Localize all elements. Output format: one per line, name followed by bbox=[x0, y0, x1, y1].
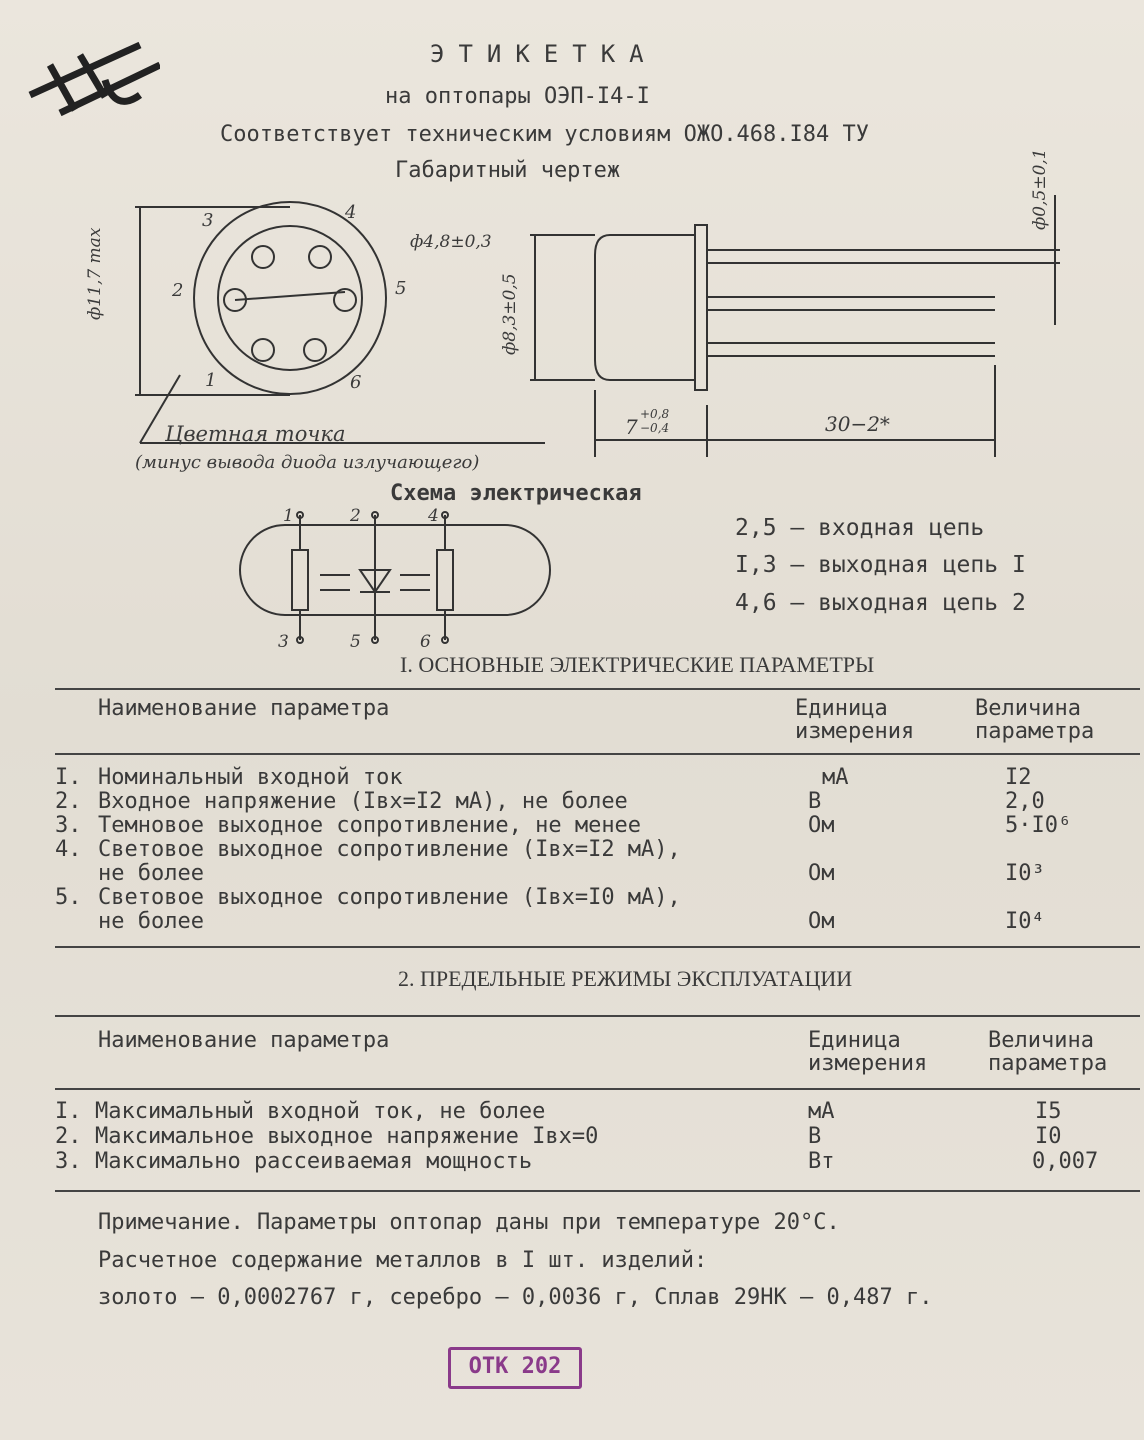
divider bbox=[55, 1190, 1140, 1192]
row-number: 4. bbox=[55, 837, 82, 862]
note-metals-title: Расчетное содержание металлов в I шт. изделий: bbox=[98, 1248, 708, 1273]
dimension-lead-diameter: ф0,5±0,1 bbox=[1030, 148, 1050, 230]
dimension-pin-circle: ф4,8±0,3 bbox=[410, 232, 492, 252]
row-value: I0³ bbox=[1005, 861, 1045, 886]
row-number: 2. bbox=[55, 1124, 82, 1149]
pin-label-3-top: 3 bbox=[202, 210, 214, 231]
dimension-body-diameter: ф8,3±0,5 bbox=[500, 273, 520, 355]
row-value: I5 bbox=[1035, 1099, 1062, 1124]
colored-dot-label: Цветная точка bbox=[165, 422, 346, 446]
divider bbox=[55, 1015, 1140, 1017]
col-header-value: параметра bbox=[975, 719, 1095, 744]
section1-title: I. ОСНОВНЫЕ ЭЛЕКТРИЧЕСКИЕ ПАРАМЕТРЫ bbox=[400, 652, 875, 677]
legend-item: 4,6 – выходная цепь 2 bbox=[735, 590, 1026, 616]
col-header-name: Наименование параметра bbox=[98, 1028, 390, 1053]
pin-label-5-top: 5 bbox=[395, 278, 407, 299]
row-name-cont: не более bbox=[98, 861, 204, 886]
schematic-diagram bbox=[225, 500, 555, 650]
row-unit: мА bbox=[822, 765, 849, 790]
pin-label-6-top: 6 bbox=[350, 372, 362, 393]
row-unit: В bbox=[808, 1124, 822, 1149]
row-unit: Ом bbox=[808, 861, 835, 886]
drawing-caption: Габаритный чертеж bbox=[395, 158, 621, 183]
col-header-value: Величина bbox=[975, 696, 1081, 721]
row-value: 0,007 bbox=[1032, 1149, 1099, 1174]
row-name: Максимально рассеиваемая мощность bbox=[95, 1149, 533, 1174]
divider bbox=[55, 753, 1140, 755]
dimension-outer-diameter: ф11,7 max bbox=[85, 227, 105, 320]
colored-dot-note: (минус вывода диода излучающего) bbox=[135, 452, 480, 473]
row-value: 5·I0⁶ bbox=[1005, 813, 1072, 838]
doc-title: ЭТИКЕТКА bbox=[430, 40, 658, 68]
row-unit: мА bbox=[808, 1099, 835, 1124]
schematic-pin-6: 6 bbox=[420, 632, 431, 652]
row-value: I0⁴ bbox=[1005, 909, 1045, 934]
schematic-pin-5: 5 bbox=[350, 632, 361, 652]
row-number: 3. bbox=[55, 1149, 82, 1174]
legend-item: I,3 – выходная цепь I bbox=[735, 552, 1026, 578]
col-header-unit: измерения bbox=[795, 719, 915, 744]
col-header-unit: Единица bbox=[795, 696, 888, 721]
schematic-pin-2: 2 bbox=[350, 506, 361, 526]
row-value: I2 bbox=[1005, 765, 1032, 790]
row-name: Темновое выходное сопротивление, не менее bbox=[98, 813, 642, 838]
schematic-pin-1: 1 bbox=[283, 506, 294, 526]
row-unit: Ом bbox=[808, 909, 835, 934]
pin-label-1-top: 1 bbox=[205, 370, 217, 391]
row-value: I0 bbox=[1035, 1124, 1062, 1149]
col-header-name: Наименование параметра bbox=[98, 696, 390, 721]
note-temperature: Примечание. Параметры оптопар даны при температуре 20°С. bbox=[98, 1210, 840, 1235]
row-number: 2. bbox=[55, 789, 82, 814]
row-name: Световое выходное сопротивление (Iвх=I2 мА), bbox=[98, 837, 681, 862]
row-name: Номинальный входной ток bbox=[98, 765, 403, 790]
doc-spec-line: Соответствует техническим условиям ОЖО.468.I84 ТУ bbox=[220, 122, 870, 147]
row-number: 3. bbox=[55, 813, 82, 838]
note-metals-values: золото – 0,0002767 г, серебро – 0,0036 г, Сплав 29НК – 0,487 г. bbox=[98, 1285, 933, 1310]
divider bbox=[55, 946, 1140, 948]
row-unit: В bbox=[808, 789, 822, 814]
dimension-lead-length: 30−2* bbox=[825, 412, 890, 436]
col-header-value: параметра bbox=[988, 1051, 1108, 1076]
dimension-cap-tolerance-minus: −0,4 bbox=[640, 421, 670, 435]
col-header-unit: измерения bbox=[808, 1051, 928, 1076]
handwritten-mark-icon bbox=[20, 35, 160, 125]
row-unit: Вт bbox=[808, 1149, 835, 1174]
pin-label-4-top: 4 bbox=[345, 202, 357, 223]
schematic-pin-3: 3 bbox=[278, 632, 289, 652]
col-header-value: Величина bbox=[988, 1028, 1094, 1053]
qc-stamp: ОТК 202 bbox=[448, 1347, 582, 1389]
col-header-unit: Единица bbox=[808, 1028, 901, 1053]
row-unit: Ом bbox=[808, 813, 835, 838]
row-name-cont: не более bbox=[98, 909, 204, 934]
dimension-cap-tolerance-plus: +0,8 bbox=[640, 407, 670, 421]
dimension-cap-length: 7 bbox=[625, 415, 638, 439]
divider bbox=[55, 688, 1140, 690]
pin-label-2-top: 2 bbox=[172, 280, 184, 301]
row-name: Световое выходное сопротивление (Iвх=I0 мА), bbox=[98, 885, 681, 910]
legend-item: 2,5 – входная цепь bbox=[735, 515, 985, 541]
row-value: 2,0 bbox=[1005, 789, 1045, 814]
row-number: 5. bbox=[55, 885, 82, 910]
doc-subtitle: на оптопары ОЭП-I4-I bbox=[385, 84, 650, 109]
schematic-pin-4: 4 bbox=[428, 506, 439, 526]
row-number: I. bbox=[55, 1099, 82, 1124]
row-name: Входное напряжение (Iвх=I2 мА), не более bbox=[98, 789, 628, 814]
schematic-title: Схема электрическая bbox=[390, 481, 642, 506]
row-number: I. bbox=[55, 765, 82, 790]
divider bbox=[55, 1088, 1140, 1090]
section2-title: 2. ПРЕДЕЛЬНЫЕ РЕЖИМЫ ЭКСПЛУАТАЦИИ bbox=[398, 966, 853, 991]
row-name: Максимальное выходное напряжение Iвх=0 bbox=[95, 1124, 599, 1149]
row-name: Максимальный входной ток, не более bbox=[95, 1099, 546, 1124]
